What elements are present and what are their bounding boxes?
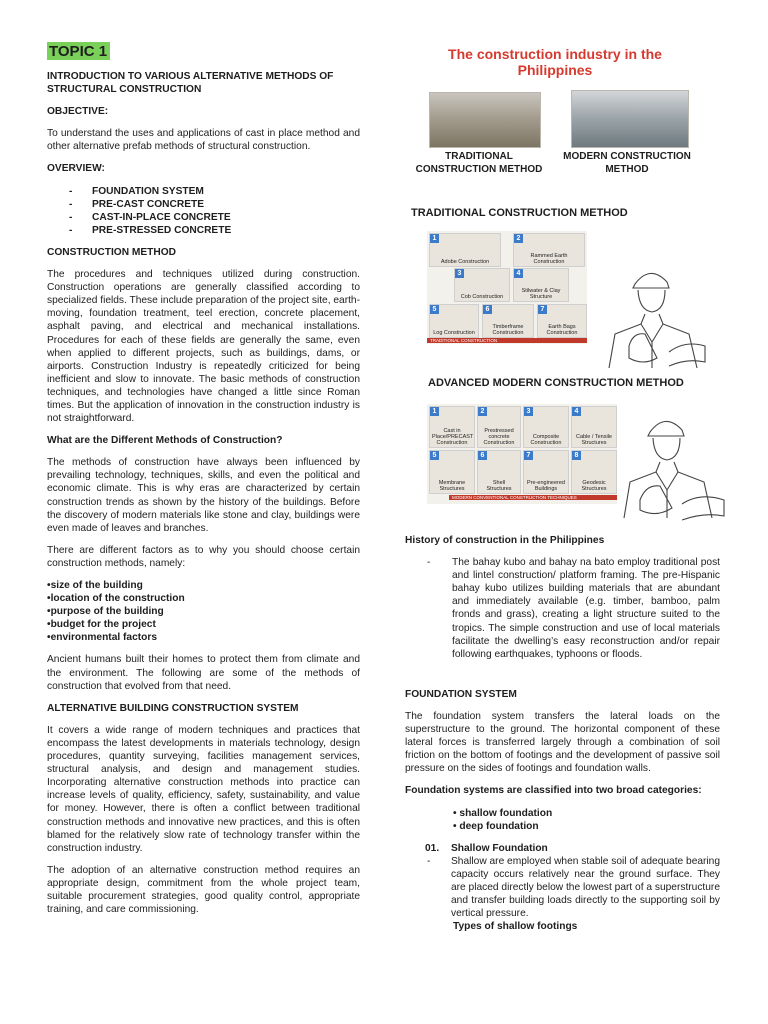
- list-item: •budget for the project: [47, 619, 156, 631]
- foundation-categories: [405, 807, 720, 833]
- shallow-foundation-title: 01. Shallow Foundation: [425, 842, 548, 854]
- topic-label: TOPIC 1: [47, 42, 110, 60]
- tile: 7 Pre-engineered Buildings: [523, 450, 569, 494]
- factors-list: [47, 579, 360, 644]
- figure-title: The construction industry in the Philippines: [448, 46, 662, 78]
- caption-traditional: TRADITIONAL CONSTRUCTION METHOD: [415, 151, 543, 175]
- list-item: •environmental factors: [47, 632, 157, 644]
- right-text: [405, 534, 720, 933]
- objective-text: To understand the uses and applications of cast in place method and other alternative prefab methods of structural construction.: [47, 128, 360, 153]
- engineer-sketch-icon: [620, 408, 730, 528]
- history-list: [405, 556, 720, 661]
- objective-heading: OBJECTIVE:: [47, 106, 109, 118]
- history-heading: History of construction in the Philippines: [405, 535, 605, 546]
- list-item: •location of the construction: [47, 593, 185, 605]
- tile: 1 Cast in Place/PRECAST Construction: [429, 406, 475, 448]
- list-item: •size of the building: [47, 580, 143, 591]
- ancient-text: Ancient humans built their homes to protect them from climate and the environment. The following are some of the methods of construction that evolved from that need.: [47, 654, 360, 692]
- overview-list: [47, 185, 360, 237]
- tile: 2 Prestressed concrete Construction: [477, 406, 521, 448]
- tile: 5 Membrane Structures: [429, 450, 475, 494]
- tile: 8 Geodesic Structures: [571, 450, 617, 494]
- shallow-foundation-text: - Shallow are employed when stable soil of adequate bearing capacity occurs relatively near the ground surface. They are placed directly below the lowest part of a superstructure and transfer building loads directly to the supporting soil by vertical pressure.: [427, 855, 721, 920]
- list-item: - PRE-CAST CONCRETE: [69, 198, 205, 210]
- traditional-banner: TRADITIONAL CONSTRUCTION: [427, 338, 587, 343]
- tile: 5 Log Construction: [429, 304, 479, 338]
- methods-text: The methods of construction have always been influenced by prevailing technology, techniques, skills, and even the political and economic climate. This is why eras are characterized by certain construction trends as shown by the history of the buildings. Before the discovery of modern materials like stone and clay, buildings were even made of leaves and branches.: [47, 457, 360, 534]
- tile: 4 Stilwater & Clay Structure: [513, 268, 569, 302]
- tile: 3 Composite Construction: [523, 406, 569, 448]
- methods-heading: What are the Different Methods of Construction?: [47, 435, 283, 447]
- list-item: • deep foundation: [453, 820, 539, 832]
- advanced-grid: [427, 404, 617, 504]
- foundation-system-text: The foundation system transfers the lateral loads on the superstructure to the ground. The horizontal component of these lateral forces is transferred largely through a combination of soil friction on the bottom of footings and the development of passive soil pressure on the sides of footings and foundation walls.: [405, 710, 720, 775]
- caption-modern: MODERN CONSTRUCTION METHOD: [563, 151, 691, 175]
- list-item: • shallow foundation: [453, 807, 553, 819]
- abcs-text: It covers a wide range of modern techniques and practices that encompass the latest developments in materials technology, design procedures, quantity surveying, facilities management services, structural analysis, and design and management studies. Incorporating alternative construction methods into practice can increase levels of quality, efficiency, safety, sustainability, and value for money. However, there is often a conflict between traditional construction methods and innovative new practices, and this is often blamed for the relatively slow rate of technology transfer within the construction industry.: [47, 724, 360, 854]
- foundation-classified-text: Foundation systems are classified into two broad categories:: [405, 785, 702, 797]
- list-item: - The bahay kubo and bahay na bato employ traditional post and lintel construction/ platform framing. The pre-Hispanic bahay kubo utilizes building materials that are abundant and immediately available (e.g. timber, bamboo, palm fronds and grass), creating a light structure suited to the tropics. The simple construction and use of local materials facilitate the dwelling’s easy reconstruction and/or repair following earthquakes, typhoons or floods.: [427, 557, 720, 660]
- traditional-grid: [427, 231, 587, 344]
- modern-photo: [571, 90, 689, 148]
- list-item: - CAST-IN-PLACE CONCRETE: [69, 211, 231, 223]
- traditional-heading: TRADITIONAL CONSTRUCTION METHOD: [411, 207, 628, 219]
- traditional-photo: [429, 92, 541, 148]
- engineer-sketch-icon: [605, 262, 715, 370]
- overview-heading: OVERVIEW:: [47, 163, 105, 175]
- intro-heading: INTRODUCTION TO VARIOUS ALTERNATIVE METHODS OF STRUCTURAL CONSTRUCTION: [47, 71, 334, 96]
- factors-text: There are different factors as to why you should choose certain construction methods, namely:: [47, 544, 360, 569]
- list-item: •purpose of the building: [47, 606, 164, 618]
- foundation-system-heading: FOUNDATION SYSTEM: [405, 688, 517, 700]
- construction-method-heading: CONSTRUCTION METHOD: [47, 246, 177, 258]
- tile: 6 Timberframe Construction: [482, 304, 534, 338]
- abcs-heading: ALTERNATIVE BUILDING CONSTRUCTION SYSTEM: [47, 702, 299, 714]
- tile: 1 Adobe Construction: [429, 233, 501, 267]
- tile: 2 Rammed Earth Construction: [513, 233, 585, 267]
- advanced-banner: MODERN CONVENTIONAL CONSTRUCTION TECHNIQUES: [449, 495, 617, 500]
- list-item: - FOUNDATION SYSTEM: [69, 185, 204, 197]
- adoption-text: The adoption of an alternative construction method requires an appropriate design, commitment from the whole project team, suitable procurement strategies, good quality control, appropriate training, and care commissioning.: [47, 864, 360, 916]
- left-column: [47, 42, 360, 925]
- advanced-heading: ADVANCED MODERN CONSTRUCTION METHOD: [428, 377, 684, 389]
- tile: 3 Cob Construction: [454, 268, 510, 302]
- construction-method-text: The procedures and techniques utilized during construction. Construction operations are generally classified according to specialized fields. These include preparation of the project site, earth-moving, foundation treatment, teel erection, concrete placement, asphalt paving, and electrical and mechanical installations. Procedures for each of these fields are generally the same, even when applied to different projects, such as buildings, dams, or airports. Construction Industry is repeatedly criticized for being inefficient and slow to innovate. The basic methods of construction techniques, and technologies have changed a little since Roman times. But the application of innovation in the construction industry is not straightforward.: [47, 269, 360, 425]
- figure-construction-industry: [405, 42, 705, 182]
- list-item: - PRE-STRESSED CONCRETE: [69, 224, 232, 236]
- tile: 7 Earth Bags Construction: [537, 304, 587, 338]
- tile: 6 Shell Structures: [477, 450, 521, 494]
- tile: 4 Cable / Tensile Structures: [571, 406, 617, 448]
- shallow-types-heading: Types of shallow footings: [453, 921, 578, 933]
